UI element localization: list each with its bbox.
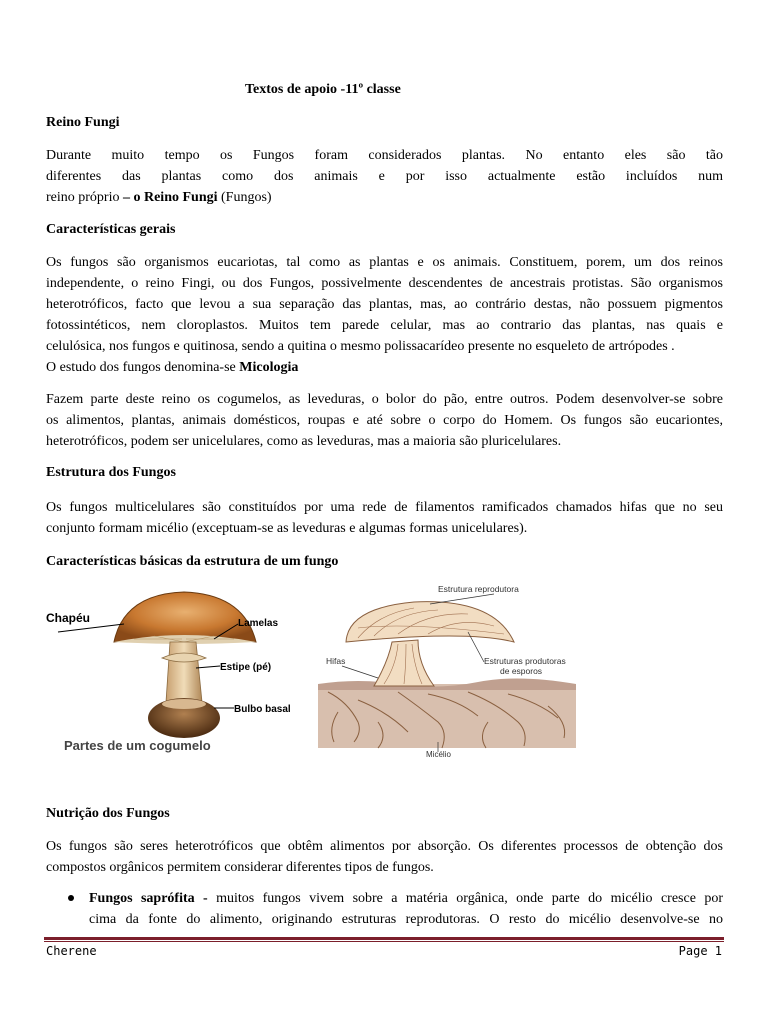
fungus-structure-figure <box>318 582 630 758</box>
heading-caracteristicas-gerais: Características gerais <box>46 222 176 237</box>
text-line: compostos orgânicos permitem considerar diferentes tipos de fungos. <box>46 860 434 875</box>
label-chapeu: Chapéu <box>46 611 91 625</box>
text-line: Os fungos são organismos eucariotas, tal como as plantas e os animais. Constituem, porem, um dos reinos <box>46 255 723 270</box>
text-line: heterotróficos, facto que levou a sua separação das plantas, mas, ao contrário destas, não possuem pigmentos <box>46 297 723 312</box>
text-span: (Fungos) <box>217 190 272 205</box>
bullet-point <box>68 895 74 901</box>
text-line: diferentes das plantas como dos animais e por isso actualmente estão incluídos num <box>46 169 723 184</box>
fungos-saprofita-term: Fungos saprófita - <box>89 891 217 906</box>
heading-estrutura-fungos: Estrutura dos Fungos <box>46 465 176 480</box>
mushroom-illustration <box>44 584 312 756</box>
paragraph-nutricao <box>46 836 723 878</box>
text-span: reino próprio <box>46 190 123 205</box>
micologia-term: Micologia <box>239 360 299 375</box>
paragraph-reino-fungi <box>46 145 723 208</box>
text-line: conjunto formam micélio (exceptuam-se as leveduras e algumas formas unicelulares). <box>46 521 528 536</box>
paragraph-caracteristicas-2 <box>46 389 723 452</box>
text-line: Fazem parte deste reino os cogumelos, as leveduras, o bolor do pão, entre outros. Podem desenvolver-se sobre <box>46 392 723 407</box>
caption-partes-cogumelo: Partes de um cogumelo <box>64 738 211 753</box>
paragraph-caracteristicas-1 <box>46 252 723 378</box>
label-micelio: Micélio <box>426 750 451 758</box>
footer-page-number: Page 1 <box>678 944 722 958</box>
text-line: Os fungos multicelulares são constituídos por uma rede de filamentos ramificados chamados hifas que no seu <box>46 500 723 515</box>
text-line <box>89 888 723 909</box>
text-dash: – o <box>122 190 144 205</box>
footer-rule <box>44 937 724 940</box>
label-estruturas-produtoras: Estruturas produtoras <box>484 656 566 666</box>
text-line: Os fungos são seres heterotróficos que obtêm alimentos por absorção. Os diferentes processos de obtenção dos <box>46 839 723 854</box>
label-de-esporos: de esporos <box>500 666 543 676</box>
label-hifas: Hifas <box>326 656 346 666</box>
bullet-fungos-saprofita <box>89 888 723 930</box>
text-span: muitos fungos vivem sobre a matéria orgânica, onde parte do micélio cresce por <box>216 891 723 906</box>
document-title: Textos de apoio -11º classe <box>245 82 401 97</box>
text-line: cima da fonte do alimento, originando estruturas reprodutoras. O resto do micélio desenvolve-se no <box>89 912 723 927</box>
footer-author: Cherene <box>46 944 97 958</box>
heading-caracteristicas-basicas: Características básicas da estrutura de um fungo <box>46 554 339 569</box>
paragraph-estrutura <box>46 497 723 539</box>
label-lamelas: Lamelas <box>238 618 279 629</box>
text-line: independente, o reino Fingi, ou dos Fungos, possivelmente descendentes de ancestrais protistas. São organismos <box>46 276 723 291</box>
fungus-structure-illustration <box>318 582 630 758</box>
mushroom-parts-figure <box>44 584 312 756</box>
heading-reino-fungi: Reino Fungi <box>46 115 120 130</box>
text-line: Durante muito tempo os Fungos foram considerados plantas. No entanto eles são tão <box>46 148 723 163</box>
heading-nutricao-fungos: Nutrição dos Fungos <box>46 806 170 821</box>
reino-fungi-term: Reino Fungi <box>143 190 218 205</box>
text-line: heterotróficos, podem ser unicelulares, como as leveduras, mas a maioria são pluricelulares. <box>46 434 562 449</box>
label-bulbo-basal: Bulbo basal <box>234 704 291 715</box>
text-line: os alimentos, plantas, animais domésticos, roupas e até sobre o corpo do Homem. Os fungos são eucariontes, <box>46 413 723 428</box>
text-line <box>46 357 723 378</box>
footer-rule-thin <box>44 941 724 942</box>
label-estipe: Estipe (pé) <box>220 662 272 673</box>
text-line: celulósica, nos fungos e quitinosa, sendo a quitina o mesmo polissacarídeo presente no esqueleto de artrópodes . <box>46 339 675 354</box>
text-line <box>46 187 723 208</box>
label-estrutura-reprodutora: Estrutura reprodutora <box>438 584 519 594</box>
text-span: O estudo dos fungos denomina-se <box>46 360 240 375</box>
text-line: fotossintéticos, nem cloroplastos. Muitos tem parede celular, mas ao contrario das plantas, nas quais e <box>46 318 723 333</box>
